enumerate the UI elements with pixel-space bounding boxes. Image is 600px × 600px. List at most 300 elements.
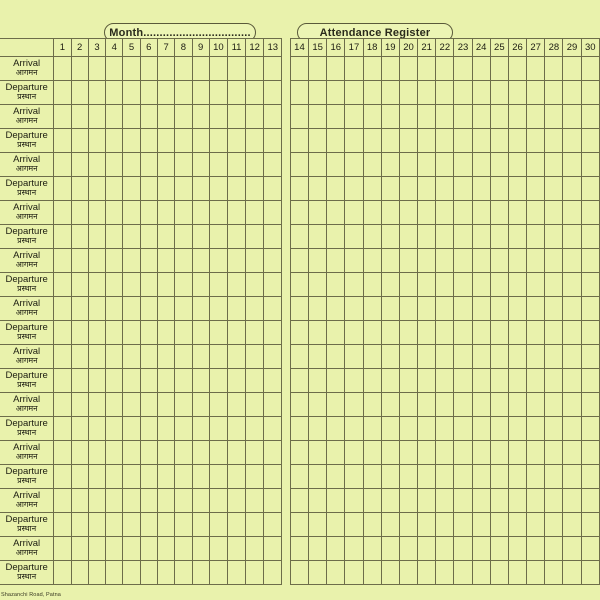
attendance-cell[interactable] (290, 297, 308, 321)
attendance-cell[interactable] (399, 561, 417, 585)
attendance-cell[interactable] (472, 105, 490, 129)
attendance-cell[interactable] (381, 441, 399, 465)
attendance-cell[interactable] (175, 81, 192, 105)
attendance-cell[interactable] (345, 345, 363, 369)
attendance-cell[interactable] (227, 201, 245, 225)
attendance-cell[interactable] (227, 393, 245, 417)
attendance-cell[interactable] (209, 249, 227, 273)
attendance-cell[interactable] (209, 393, 227, 417)
attendance-cell[interactable] (436, 537, 454, 561)
attendance-cell[interactable] (381, 249, 399, 273)
attendance-cell[interactable] (327, 225, 345, 249)
attendance-cell[interactable] (545, 513, 563, 537)
attendance-cell[interactable] (264, 225, 282, 249)
attendance-cell[interactable] (563, 561, 581, 585)
attendance-cell[interactable] (123, 201, 140, 225)
attendance-cell[interactable] (54, 105, 71, 129)
attendance-cell[interactable] (88, 249, 105, 273)
attendance-cell[interactable] (345, 153, 363, 177)
attendance-cell[interactable] (345, 225, 363, 249)
attendance-cell[interactable] (490, 201, 508, 225)
attendance-cell[interactable] (399, 441, 417, 465)
attendance-cell[interactable] (363, 489, 381, 513)
attendance-cell[interactable] (246, 177, 264, 201)
attendance-cell[interactable] (508, 297, 526, 321)
attendance-cell[interactable] (192, 441, 209, 465)
attendance-cell[interactable] (264, 393, 282, 417)
attendance-cell[interactable] (264, 177, 282, 201)
attendance-cell[interactable] (508, 153, 526, 177)
attendance-cell[interactable] (490, 225, 508, 249)
attendance-cell[interactable] (123, 249, 140, 273)
attendance-cell[interactable] (123, 537, 140, 561)
attendance-cell[interactable] (290, 249, 308, 273)
attendance-cell[interactable] (545, 489, 563, 513)
attendance-cell[interactable] (363, 417, 381, 441)
attendance-cell[interactable] (309, 297, 327, 321)
attendance-cell[interactable] (290, 465, 308, 489)
attendance-cell[interactable] (581, 489, 599, 513)
attendance-cell[interactable] (418, 537, 436, 561)
attendance-cell[interactable] (54, 465, 71, 489)
attendance-cell[interactable] (381, 465, 399, 489)
attendance-cell[interactable] (527, 489, 545, 513)
attendance-cell[interactable] (264, 345, 282, 369)
attendance-cell[interactable] (381, 105, 399, 129)
attendance-cell[interactable] (345, 57, 363, 81)
attendance-cell[interactable] (327, 297, 345, 321)
attendance-cell[interactable] (399, 369, 417, 393)
attendance-cell[interactable] (246, 273, 264, 297)
attendance-cell[interactable] (309, 153, 327, 177)
attendance-cell[interactable] (290, 153, 308, 177)
attendance-cell[interactable] (309, 369, 327, 393)
attendance-cell[interactable] (88, 321, 105, 345)
attendance-cell[interactable] (140, 369, 157, 393)
attendance-cell[interactable] (381, 489, 399, 513)
attendance-cell[interactable] (106, 417, 123, 441)
attendance-cell[interactable] (436, 321, 454, 345)
attendance-cell[interactable] (54, 417, 71, 441)
attendance-cell[interactable] (454, 393, 472, 417)
attendance-cell[interactable] (508, 417, 526, 441)
attendance-cell[interactable] (175, 105, 192, 129)
attendance-cell[interactable] (209, 129, 227, 153)
attendance-cell[interactable] (545, 225, 563, 249)
attendance-cell[interactable] (175, 201, 192, 225)
attendance-cell[interactable] (290, 561, 308, 585)
attendance-cell[interactable] (71, 489, 88, 513)
attendance-cell[interactable] (227, 513, 245, 537)
attendance-cell[interactable] (227, 177, 245, 201)
attendance-cell[interactable] (157, 177, 174, 201)
attendance-cell[interactable] (436, 345, 454, 369)
attendance-cell[interactable] (527, 345, 545, 369)
attendance-cell[interactable] (363, 345, 381, 369)
attendance-cell[interactable] (157, 489, 174, 513)
attendance-cell[interactable] (192, 369, 209, 393)
attendance-cell[interactable] (309, 537, 327, 561)
attendance-cell[interactable] (175, 177, 192, 201)
attendance-cell[interactable] (123, 177, 140, 201)
attendance-cell[interactable] (454, 249, 472, 273)
attendance-cell[interactable] (363, 297, 381, 321)
attendance-cell[interactable] (563, 417, 581, 441)
attendance-cell[interactable] (327, 105, 345, 129)
attendance-cell[interactable] (399, 489, 417, 513)
attendance-cell[interactable] (490, 537, 508, 561)
attendance-cell[interactable] (246, 369, 264, 393)
attendance-cell[interactable] (327, 393, 345, 417)
attendance-cell[interactable] (399, 321, 417, 345)
attendance-cell[interactable] (508, 441, 526, 465)
attendance-cell[interactable] (192, 153, 209, 177)
attendance-cell[interactable] (227, 249, 245, 273)
attendance-cell[interactable] (418, 489, 436, 513)
attendance-cell[interactable] (157, 105, 174, 129)
attendance-cell[interactable] (106, 201, 123, 225)
attendance-cell[interactable] (54, 537, 71, 561)
attendance-cell[interactable] (264, 273, 282, 297)
attendance-cell[interactable] (209, 537, 227, 561)
attendance-cell[interactable] (246, 489, 264, 513)
attendance-cell[interactable] (472, 153, 490, 177)
attendance-cell[interactable] (363, 441, 381, 465)
attendance-cell[interactable] (88, 537, 105, 561)
attendance-cell[interactable] (454, 441, 472, 465)
attendance-cell[interactable] (490, 273, 508, 297)
attendance-cell[interactable] (175, 57, 192, 81)
attendance-cell[interactable] (490, 441, 508, 465)
attendance-cell[interactable] (327, 513, 345, 537)
attendance-cell[interactable] (264, 297, 282, 321)
attendance-cell[interactable] (327, 465, 345, 489)
attendance-cell[interactable] (309, 249, 327, 273)
attendance-cell[interactable] (227, 273, 245, 297)
attendance-cell[interactable] (418, 249, 436, 273)
attendance-cell[interactable] (508, 393, 526, 417)
attendance-cell[interactable] (157, 153, 174, 177)
attendance-cell[interactable] (157, 369, 174, 393)
attendance-cell[interactable] (264, 513, 282, 537)
attendance-cell[interactable] (545, 105, 563, 129)
attendance-cell[interactable] (472, 369, 490, 393)
attendance-cell[interactable] (508, 273, 526, 297)
attendance-cell[interactable] (106, 369, 123, 393)
attendance-cell[interactable] (54, 225, 71, 249)
attendance-cell[interactable] (399, 297, 417, 321)
attendance-cell[interactable] (381, 561, 399, 585)
attendance-cell[interactable] (209, 321, 227, 345)
attendance-cell[interactable] (345, 465, 363, 489)
attendance-cell[interactable] (54, 249, 71, 273)
attendance-cell[interactable] (490, 249, 508, 273)
attendance-cell[interactable] (123, 321, 140, 345)
attendance-cell[interactable] (381, 369, 399, 393)
attendance-cell[interactable] (454, 57, 472, 81)
attendance-cell[interactable] (381, 297, 399, 321)
attendance-cell[interactable] (327, 249, 345, 273)
attendance-cell[interactable] (381, 321, 399, 345)
attendance-cell[interactable] (54, 513, 71, 537)
attendance-cell[interactable] (309, 273, 327, 297)
attendance-cell[interactable] (563, 489, 581, 513)
attendance-cell[interactable] (309, 201, 327, 225)
attendance-cell[interactable] (71, 273, 88, 297)
attendance-cell[interactable] (140, 57, 157, 81)
attendance-cell[interactable] (140, 81, 157, 105)
attendance-cell[interactable] (472, 417, 490, 441)
attendance-cell[interactable] (264, 369, 282, 393)
attendance-cell[interactable] (309, 177, 327, 201)
attendance-cell[interactable] (106, 273, 123, 297)
attendance-cell[interactable] (381, 513, 399, 537)
attendance-cell[interactable] (192, 417, 209, 441)
attendance-cell[interactable] (436, 417, 454, 441)
attendance-cell[interactable] (175, 321, 192, 345)
attendance-cell[interactable] (381, 537, 399, 561)
attendance-cell[interactable] (581, 129, 599, 153)
attendance-cell[interactable] (71, 561, 88, 585)
attendance-cell[interactable] (123, 441, 140, 465)
attendance-cell[interactable] (327, 321, 345, 345)
attendance-cell[interactable] (363, 153, 381, 177)
attendance-cell[interactable] (363, 537, 381, 561)
attendance-cell[interactable] (381, 201, 399, 225)
attendance-cell[interactable] (246, 201, 264, 225)
attendance-cell[interactable] (140, 345, 157, 369)
attendance-cell[interactable] (264, 441, 282, 465)
attendance-cell[interactable] (264, 153, 282, 177)
attendance-cell[interactable] (209, 489, 227, 513)
attendance-cell[interactable] (54, 561, 71, 585)
attendance-cell[interactable] (527, 537, 545, 561)
attendance-cell[interactable] (436, 273, 454, 297)
attendance-cell[interactable] (327, 201, 345, 225)
attendance-cell[interactable] (527, 273, 545, 297)
attendance-cell[interactable] (88, 513, 105, 537)
attendance-cell[interactable] (399, 513, 417, 537)
attendance-cell[interactable] (418, 513, 436, 537)
attendance-cell[interactable] (545, 153, 563, 177)
attendance-cell[interactable] (192, 105, 209, 129)
attendance-cell[interactable] (436, 513, 454, 537)
attendance-cell[interactable] (246, 129, 264, 153)
attendance-cell[interactable] (399, 177, 417, 201)
attendance-cell[interactable] (264, 537, 282, 561)
attendance-cell[interactable] (363, 225, 381, 249)
attendance-cell[interactable] (545, 537, 563, 561)
attendance-cell[interactable] (54, 345, 71, 369)
attendance-cell[interactable] (140, 489, 157, 513)
attendance-cell[interactable] (527, 129, 545, 153)
attendance-cell[interactable] (192, 249, 209, 273)
attendance-cell[interactable] (581, 537, 599, 561)
attendance-cell[interactable] (227, 537, 245, 561)
attendance-cell[interactable] (123, 225, 140, 249)
attendance-cell[interactable] (363, 465, 381, 489)
attendance-cell[interactable] (436, 57, 454, 81)
attendance-cell[interactable] (309, 129, 327, 153)
attendance-cell[interactable] (545, 81, 563, 105)
attendance-cell[interactable] (436, 297, 454, 321)
attendance-cell[interactable] (563, 273, 581, 297)
attendance-cell[interactable] (381, 345, 399, 369)
attendance-cell[interactable] (563, 321, 581, 345)
attendance-cell[interactable] (436, 369, 454, 393)
attendance-cell[interactable] (88, 129, 105, 153)
attendance-cell[interactable] (472, 321, 490, 345)
attendance-cell[interactable] (581, 201, 599, 225)
attendance-cell[interactable] (563, 177, 581, 201)
attendance-cell[interactable] (581, 177, 599, 201)
attendance-cell[interactable] (71, 537, 88, 561)
attendance-cell[interactable] (508, 81, 526, 105)
attendance-cell[interactable] (527, 369, 545, 393)
attendance-cell[interactable] (157, 561, 174, 585)
attendance-cell[interactable] (54, 57, 71, 81)
attendance-cell[interactable] (454, 201, 472, 225)
attendance-cell[interactable] (381, 57, 399, 81)
attendance-cell[interactable] (140, 105, 157, 129)
attendance-cell[interactable] (175, 129, 192, 153)
attendance-cell[interactable] (454, 129, 472, 153)
attendance-cell[interactable] (209, 417, 227, 441)
attendance-cell[interactable] (192, 129, 209, 153)
attendance-cell[interactable] (106, 393, 123, 417)
attendance-cell[interactable] (227, 129, 245, 153)
attendance-cell[interactable] (309, 321, 327, 345)
attendance-cell[interactable] (527, 153, 545, 177)
attendance-cell[interactable] (399, 225, 417, 249)
attendance-cell[interactable] (123, 465, 140, 489)
attendance-cell[interactable] (490, 561, 508, 585)
attendance-cell[interactable] (192, 345, 209, 369)
attendance-cell[interactable] (309, 489, 327, 513)
attendance-cell[interactable] (71, 105, 88, 129)
attendance-cell[interactable] (363, 273, 381, 297)
attendance-cell[interactable] (527, 321, 545, 345)
attendance-cell[interactable] (454, 537, 472, 561)
attendance-cell[interactable] (88, 57, 105, 81)
attendance-cell[interactable] (123, 105, 140, 129)
attendance-cell[interactable] (106, 129, 123, 153)
attendance-cell[interactable] (418, 105, 436, 129)
attendance-cell[interactable] (123, 561, 140, 585)
attendance-cell[interactable] (209, 105, 227, 129)
attendance-cell[interactable] (363, 201, 381, 225)
attendance-cell[interactable] (418, 201, 436, 225)
attendance-cell[interactable] (581, 393, 599, 417)
attendance-cell[interactable] (508, 369, 526, 393)
attendance-cell[interactable] (192, 561, 209, 585)
attendance-cell[interactable] (264, 417, 282, 441)
attendance-cell[interactable] (106, 537, 123, 561)
attendance-cell[interactable] (454, 369, 472, 393)
attendance-cell[interactable] (227, 321, 245, 345)
attendance-cell[interactable] (192, 321, 209, 345)
attendance-cell[interactable] (54, 273, 71, 297)
attendance-cell[interactable] (192, 177, 209, 201)
attendance-cell[interactable] (399, 81, 417, 105)
attendance-cell[interactable] (71, 369, 88, 393)
attendance-cell[interactable] (527, 513, 545, 537)
attendance-cell[interactable] (508, 129, 526, 153)
attendance-cell[interactable] (581, 105, 599, 129)
attendance-cell[interactable] (545, 369, 563, 393)
attendance-cell[interactable] (490, 57, 508, 81)
attendance-cell[interactable] (227, 369, 245, 393)
attendance-cell[interactable] (454, 177, 472, 201)
attendance-cell[interactable] (54, 177, 71, 201)
attendance-cell[interactable] (472, 537, 490, 561)
attendance-cell[interactable] (490, 105, 508, 129)
attendance-cell[interactable] (527, 81, 545, 105)
attendance-cell[interactable] (71, 81, 88, 105)
attendance-cell[interactable] (454, 465, 472, 489)
attendance-cell[interactable] (363, 513, 381, 537)
attendance-cell[interactable] (418, 441, 436, 465)
attendance-cell[interactable] (345, 513, 363, 537)
attendance-cell[interactable] (508, 537, 526, 561)
attendance-cell[interactable] (192, 201, 209, 225)
attendance-cell[interactable] (157, 129, 174, 153)
attendance-cell[interactable] (418, 417, 436, 441)
attendance-cell[interactable] (563, 465, 581, 489)
attendance-cell[interactable] (71, 153, 88, 177)
attendance-cell[interactable] (436, 561, 454, 585)
attendance-cell[interactable] (106, 249, 123, 273)
attendance-cell[interactable] (399, 105, 417, 129)
attendance-cell[interactable] (508, 465, 526, 489)
attendance-cell[interactable] (381, 225, 399, 249)
attendance-cell[interactable] (227, 225, 245, 249)
attendance-cell[interactable] (106, 321, 123, 345)
attendance-cell[interactable] (472, 273, 490, 297)
attendance-cell[interactable] (454, 273, 472, 297)
attendance-cell[interactable] (399, 273, 417, 297)
attendance-cell[interactable] (545, 441, 563, 465)
attendance-cell[interactable] (88, 201, 105, 225)
attendance-cell[interactable] (157, 57, 174, 81)
attendance-cell[interactable] (88, 393, 105, 417)
attendance-cell[interactable] (309, 513, 327, 537)
attendance-cell[interactable] (246, 561, 264, 585)
attendance-cell[interactable] (472, 177, 490, 201)
attendance-cell[interactable] (209, 177, 227, 201)
attendance-cell[interactable] (71, 129, 88, 153)
attendance-cell[interactable] (527, 441, 545, 465)
attendance-cell[interactable] (106, 465, 123, 489)
attendance-cell[interactable] (209, 561, 227, 585)
attendance-cell[interactable] (472, 393, 490, 417)
attendance-cell[interactable] (563, 297, 581, 321)
attendance-cell[interactable] (472, 129, 490, 153)
attendance-cell[interactable] (345, 441, 363, 465)
attendance-cell[interactable] (381, 177, 399, 201)
attendance-cell[interactable] (71, 393, 88, 417)
attendance-cell[interactable] (418, 297, 436, 321)
attendance-cell[interactable] (454, 489, 472, 513)
attendance-cell[interactable] (106, 345, 123, 369)
attendance-cell[interactable] (123, 273, 140, 297)
attendance-cell[interactable] (563, 201, 581, 225)
attendance-cell[interactable] (563, 105, 581, 129)
attendance-cell[interactable] (88, 153, 105, 177)
attendance-cell[interactable] (140, 537, 157, 561)
attendance-cell[interactable] (192, 225, 209, 249)
attendance-cell[interactable] (157, 249, 174, 273)
